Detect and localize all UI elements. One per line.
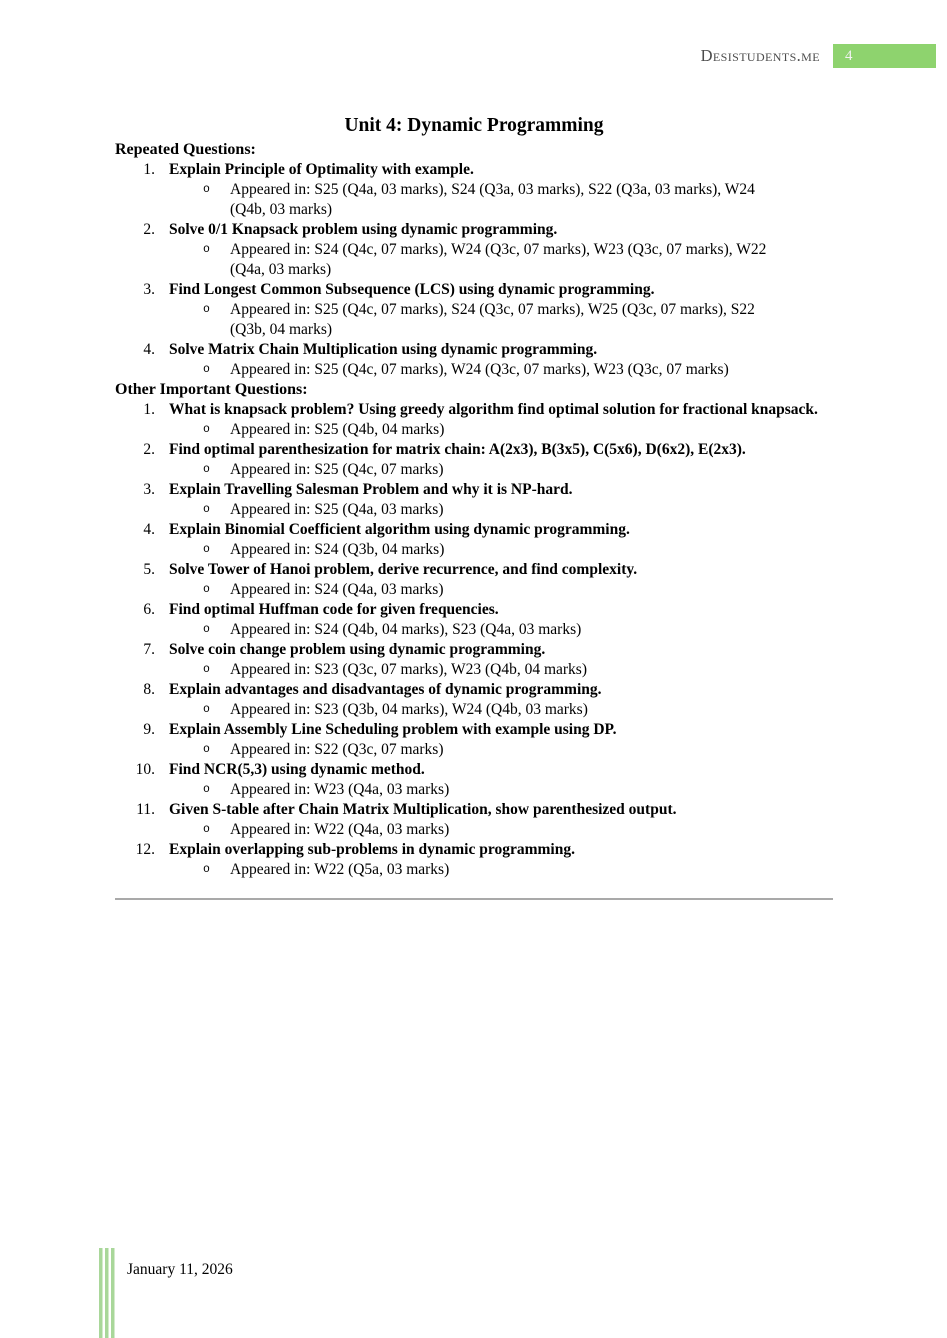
circle-bullet: o: [203, 463, 210, 476]
question-item: [115, 560, 833, 600]
question-text: Explain Principle of Optimality with example.: [169, 161, 474, 178]
question-number: 1.: [143, 161, 155, 178]
circle-bullet: o: [203, 303, 210, 316]
appearance-row: [169, 460, 833, 480]
question-number: 10.: [135, 761, 155, 778]
question-item: [115, 440, 833, 480]
page-title: Unit 4: Dynamic Programming: [344, 115, 604, 136]
question-item: [115, 160, 833, 220]
question-sections: [115, 140, 833, 880]
question-text: What is knapsack problem? Using greedy algorithm find optimal solution for fractional knapsack.: [169, 401, 818, 418]
appearance-text: Appeared in: W23 (Q4a, 03 marks): [230, 781, 450, 798]
appearance-text: Appeared in: S24 (Q4c, 07 marks), W24 (Q3c, 07 marks), W23 (Q3c, 07 marks), W22 (Q4a, 03 marks): [230, 241, 767, 278]
question-text: Explain Binomial Coefficient algorithm using dynamic programming.: [169, 521, 630, 538]
question-text: Solve coin change problem using dynamic programming.: [169, 641, 546, 658]
question-text: Find optimal parenthesization for matrix chain: A(2x3), B(3x5), C(5x6), D(6x2), E(2x3).: [169, 441, 746, 458]
question-item: [115, 400, 833, 440]
circle-bullet: o: [203, 503, 210, 516]
appearance-text: Appeared in: S22 (Q3c, 07 marks): [230, 741, 444, 758]
appearance-text: Appeared in: S24 (Q4a, 03 marks): [230, 581, 444, 598]
appearance-text: Appeared in: S24 (Q3b, 04 marks): [230, 541, 445, 558]
appearance-text: Appeared in: S25 (Q4a, 03 marks): [230, 501, 444, 518]
question-number: 12.: [135, 841, 155, 858]
question-text: Solve Tower of Hanoi problem, derive recurrence, and find complexity.: [169, 561, 638, 578]
appearance-row: [169, 540, 833, 560]
appearance-row: [169, 500, 833, 520]
circle-bullet: o: [203, 243, 210, 256]
question-text: Given S-table after Chain Matrix Multiplication, show parenthesized output.: [169, 801, 677, 818]
circle-bullet: o: [203, 543, 210, 556]
circle-bullet: o: [203, 623, 210, 636]
question-number: 6.: [143, 601, 155, 618]
question-item: [115, 760, 833, 800]
question-section: [115, 380, 833, 880]
question-text: Find optimal Huffman code for given frequencies.: [169, 601, 499, 618]
header-page-number: 4: [845, 47, 853, 64]
question-number: 8.: [143, 681, 155, 698]
question-number: 9.: [143, 721, 155, 738]
appearance-row: [169, 180, 833, 220]
question-text: Find Longest Common Subsequence (LCS) using dynamic programming.: [169, 281, 655, 298]
question-number: 7.: [143, 641, 155, 658]
question-item: [115, 600, 833, 640]
question-number: 3.: [143, 281, 155, 298]
question-text: Solve 0/1 Knapsack problem using dynamic programming.: [169, 221, 558, 238]
question-text: Explain advantages and disadvantages of dynamic programming.: [169, 681, 602, 698]
circle-bullet: o: [203, 363, 210, 376]
question-number: 1.: [143, 401, 155, 418]
question-item: [115, 480, 833, 520]
question-item: [115, 680, 833, 720]
appearance-text: Appeared in: S25 (Q4b, 04 marks): [230, 421, 445, 438]
question-item: [115, 640, 833, 680]
header-site-name: Desistudents.me: [700, 46, 820, 65]
section-heading: Other Important Questions:: [115, 381, 308, 398]
question-text: Explain overlapping sub-problems in dynamic programming.: [169, 841, 575, 858]
circle-bullet: o: [203, 663, 210, 676]
footer-date: January 11, 2026: [127, 1261, 233, 1278]
header-page-number-box: [833, 44, 936, 68]
circle-bullet: o: [203, 703, 210, 716]
appearance-text: Appeared in: S23 (Q3c, 07 marks), W23 (Q4b, 04 marks): [230, 661, 587, 678]
question-section: [115, 140, 833, 380]
appearance-row: [169, 860, 833, 880]
appearance-row: [169, 620, 833, 640]
appearance-text: Appeared in: S25 (Q4c, 07 marks): [230, 461, 444, 478]
appearance-text: Appeared in: S24 (Q4b, 04 marks), S23 (Q4a, 03 marks): [230, 621, 582, 638]
appearance-row: [169, 300, 833, 340]
question-item: [115, 340, 833, 380]
question-text: Explain Assembly Line Scheduling problem with example using DP.: [169, 721, 617, 738]
appearance-row: [169, 240, 833, 280]
appearance-row: [169, 580, 833, 600]
appearance-text: Appeared in: S25 (Q4c, 07 marks), S24 (Q3c, 07 marks), W25 (Q3c, 07 marks), S22 (Q3b, 04 marks): [230, 301, 755, 338]
section-heading: Repeated Questions:: [115, 141, 256, 158]
appearance-row: [169, 740, 833, 760]
appearance-text: Appeared in: S25 (Q4a, 03 marks), S24 (Q3a, 03 marks), S22 (Q3a, 03 marks), W24 (Q4b, 03 marks): [230, 181, 755, 218]
question-text: Solve Matrix Chain Multiplication using dynamic programming.: [169, 341, 598, 358]
question-number: 2.: [143, 221, 155, 238]
circle-bullet: o: [203, 583, 210, 596]
question-number: 2.: [143, 441, 155, 458]
circle-bullet: o: [203, 863, 210, 876]
appearance-row: [169, 700, 833, 720]
circle-bullet: o: [203, 783, 210, 796]
footer-stripes-decoration: [99, 1248, 116, 1338]
question-number: 3.: [143, 481, 155, 498]
question-item: [115, 280, 833, 340]
circle-bullet: o: [203, 743, 210, 756]
appearance-text: Appeared in: W22 (Q4a, 03 marks): [230, 821, 450, 838]
circle-bullet: o: [203, 823, 210, 836]
question-item: [115, 720, 833, 760]
circle-bullet: o: [203, 423, 210, 436]
question-text: Find NCR(5,3) using dynamic method.: [169, 761, 425, 778]
question-item: [115, 800, 833, 840]
appearance-row: [169, 420, 833, 440]
question-number: 5.: [143, 561, 155, 578]
question-item: [115, 220, 833, 280]
section-divider: [115, 898, 833, 900]
question-number: 4.: [143, 521, 155, 538]
question-item: [115, 840, 833, 880]
appearance-text: Appeared in: S23 (Q3b, 04 marks), W24 (Q4b, 03 marks): [230, 701, 588, 718]
appearance-row: [169, 820, 833, 840]
appearance-row: [169, 660, 833, 680]
appearance-text: Appeared in: W22 (Q5a, 03 marks): [230, 861, 450, 878]
appearance-row: [169, 360, 833, 380]
circle-bullet: o: [203, 183, 210, 196]
page-header: [701, 44, 936, 68]
appearance-row: [169, 780, 833, 800]
appearance-text: Appeared in: S25 (Q4c, 07 marks), W24 (Q3c, 07 marks), W23 (Q3c, 07 marks): [230, 361, 729, 378]
document-body: [115, 112, 833, 900]
question-number: 11.: [136, 801, 155, 818]
question-number: 4.: [143, 341, 155, 358]
question-item: [115, 520, 833, 560]
question-text: Explain Travelling Salesman Problem and why it is NP-hard.: [169, 481, 573, 498]
